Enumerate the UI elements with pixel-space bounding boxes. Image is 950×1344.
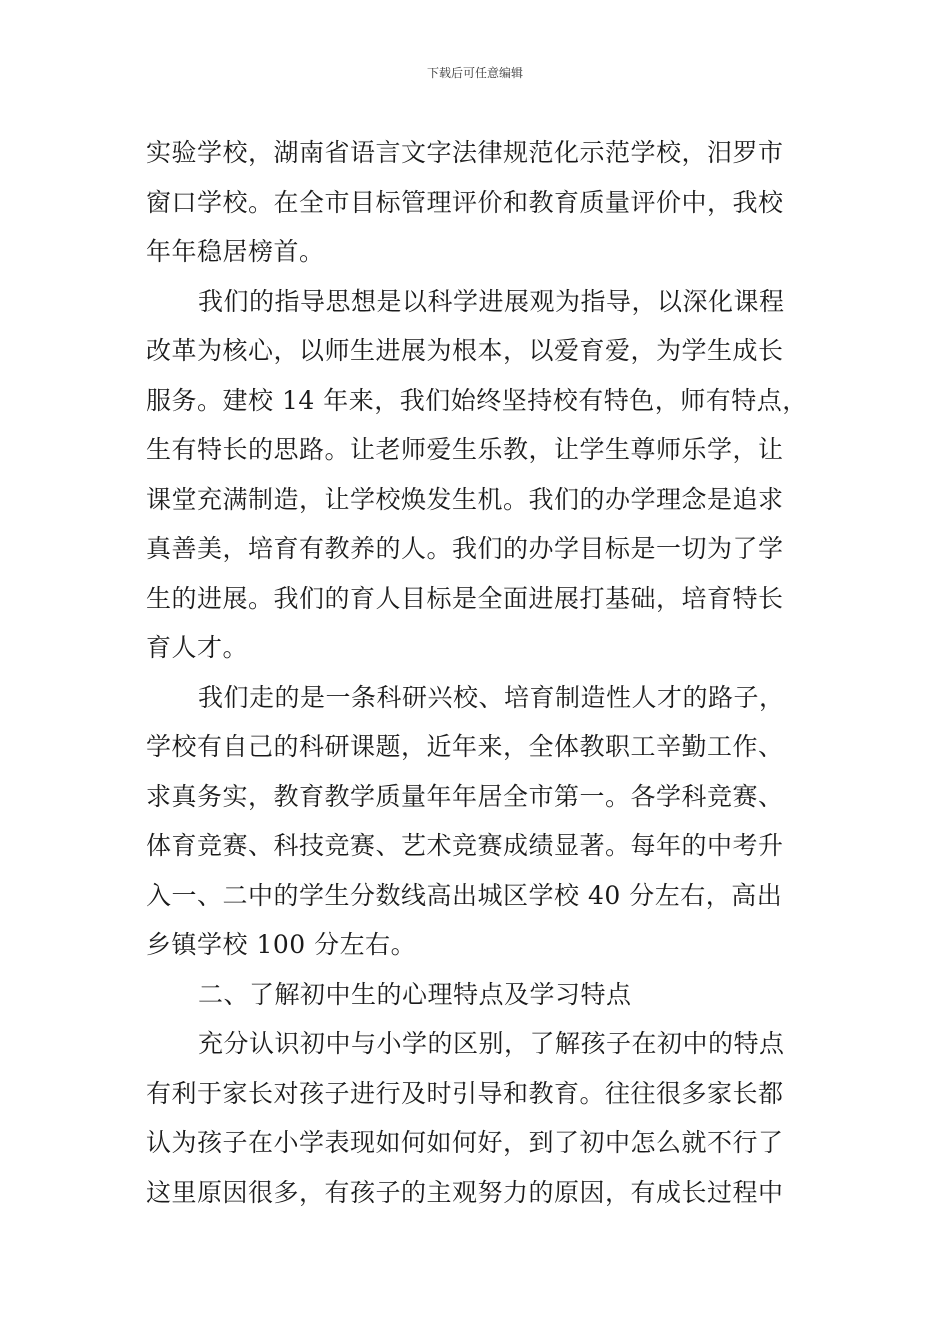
text-line: 认为孩子在小学表现如何如何好，到了初中怎么就不行了	[146, 1128, 784, 1157]
text-line: 这里原因很多，有孩子的主观努力的原因，有成长过程中	[146, 1177, 784, 1207]
text-line: 二、了解初中生的心理特点及学习特点	[198, 979, 632, 1009]
text-line: 充分认识初中与小学的区别，了解孩子在初中的特点	[198, 1029, 785, 1058]
text-line: 生的进展。我们的育人目标是全面进展打基础，培育特长	[146, 583, 784, 613]
text-line: 体育竞赛、科技竞赛、艺术竞赛成绩显著。每年的中考升	[146, 831, 784, 860]
text-line: 年年稳居榜首。	[146, 237, 325, 266]
text-line: 乡镇学校 100 分左右。	[146, 930, 417, 959]
text-line: 窗口学校。在全市目标管理评价和教育质量评价中，我校	[146, 187, 784, 217]
text-line: 有利于家长对孩子进行及时引导和教育。往往很多家长都	[146, 1078, 784, 1108]
text-line: 生有特长的思路。让老师爱生乐教，让学生尊师乐学，让	[146, 435, 784, 464]
text-line: 我们的指导思想是以科学进展观为指导，以深化课程	[198, 286, 785, 316]
text-line: 改革为核心，以师生进展为根本，以爱育爱，为学生成长	[146, 336, 784, 365]
text-line: 学校有自己的科研课题，近年来，全体教职工辛勤工作、	[146, 732, 784, 761]
text-line: 我们走的是一条科研兴校、培育制造性人才的路子，	[198, 682, 785, 712]
text-line: 求真务实，教育教学质量年年居全市第一。各学科竞赛、	[146, 781, 784, 811]
text-line: 真善美，培育有教养的人。我们的办学目标是一切为了学	[146, 534, 784, 563]
text-line: 课堂充满制造，让学校焕发生机。我们的办学理念是追求	[146, 484, 784, 514]
text-line: 育人才。	[146, 633, 249, 662]
text-line: 入一、二中的学生分数线高出城区学校 40 分左右，高出	[146, 880, 783, 910]
text-line: 实验学校，湖南省语言文字法律规范化示范学校，汨罗市	[146, 138, 784, 167]
document-body	[146, 128, 822, 1217]
header-note: 下载后可任意编辑	[426, 66, 523, 80]
text-line: 服务。建校 14 年来，我们始终坚持校有特色，师有特点，	[146, 385, 808, 415]
